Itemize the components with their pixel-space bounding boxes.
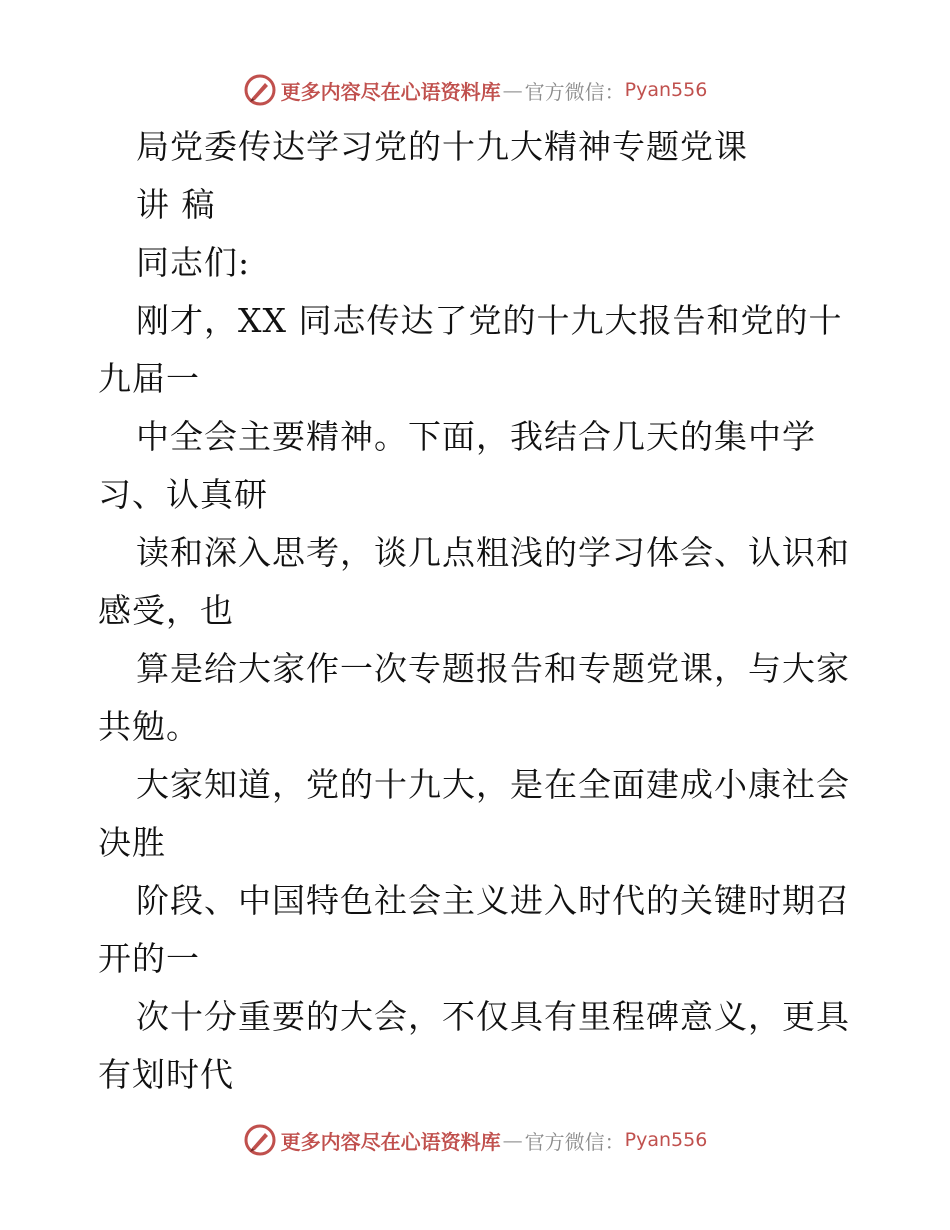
header-watermark [0, 70, 950, 110]
doc-line: 次十分重要的大会，不仅具有里程碑意义，更具 [136, 997, 850, 1036]
watermark-wechat-id: Pyan556 [624, 1129, 708, 1151]
doc-line: 开的一 [98, 939, 200, 978]
watermark-dash: — [502, 1128, 523, 1152]
doc-salutation: 同志们: [136, 243, 251, 282]
watermark-wechat-label: 官方微信： [524, 79, 625, 104]
doc-line: 有划时代 [98, 1055, 234, 1094]
footer-watermark [0, 1120, 950, 1160]
doc-line: 九届一 [98, 359, 200, 398]
doc-line: 大家知道，党的十九大，是在全面建成小康社会 [136, 765, 850, 804]
doc-line: 感受，也 [98, 591, 234, 630]
watermark-wechat-label: 官方微信： [524, 1129, 625, 1154]
doc-line: 读和深入思考，谈几点粗浅的学习体会、认识和 [136, 533, 850, 572]
watermark-site-text: 更多内容尽在心语资料库 [280, 79, 501, 104]
watermark-site-text: 更多内容尽在心语资料库 [280, 1129, 501, 1154]
doc-subtitle: 讲 稿 [136, 185, 216, 224]
watermark-dash: — [502, 78, 523, 102]
doc-line: 共勉。 [98, 707, 200, 746]
doc-line: 习、认真研 [98, 475, 268, 514]
doc-line: 决胜 [98, 823, 166, 862]
doc-line: 中全会主要精神。下面，我结合几天的集中学 [136, 417, 816, 456]
pen-logo-icon [243, 73, 277, 107]
document-body [98, 118, 868, 1104]
doc-title: 局党委传达学习党的十九大精神专题党课 [136, 127, 748, 166]
watermark-wechat-id: Pyan556 [624, 79, 708, 101]
doc-line: 算是给大家作一次专题报告和专题党课，与大家 [136, 649, 850, 688]
pen-logo-icon [243, 1123, 277, 1157]
doc-line: 阶段、中国特色社会主义进入时代的关键时期召 [136, 881, 850, 920]
doc-line: 刚才，XX 同志传达了党的十九大报告和党的十 [136, 301, 843, 340]
